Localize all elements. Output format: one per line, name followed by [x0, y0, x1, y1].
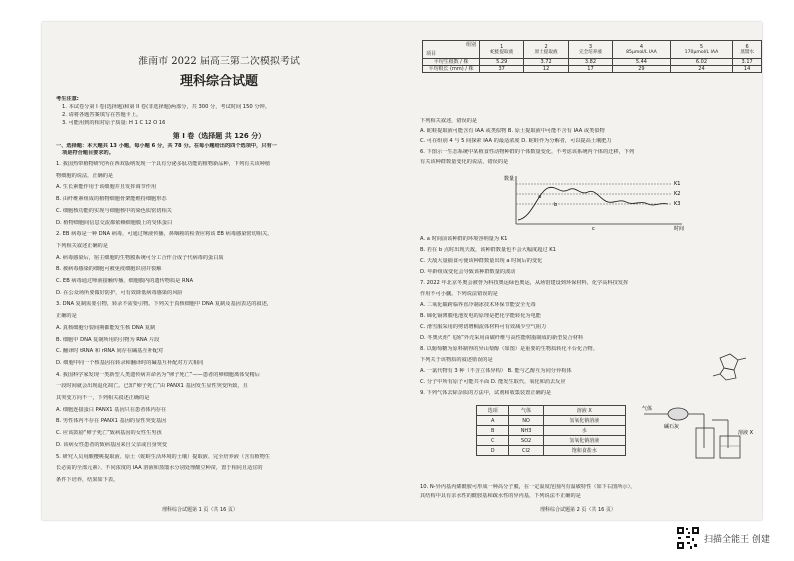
question-line: 5. 研究人员用酸樱桃提取液、原土（蛇蛙生活环境的土壤）提取液、完全培养液（含有植物生 — [56, 453, 271, 460]
question-line: B. 被病毒感染的细胞可被免疫细胞识别并裂解 — [56, 266, 162, 273]
table-cell: NO — [509, 416, 543, 426]
graph-y-label: 数量 — [504, 176, 515, 182]
question-line: A. a 时间前该种群的环境容纳量为 K1 — [420, 236, 508, 242]
gas-table-header: 选项 — [477, 406, 509, 416]
question-line: 4. 我国科学家发现一类新型人类遗传病并命名为“卵子死亡”——患者的卵细胞离体受精后 — [56, 371, 260, 378]
table-cell: SO2 — [509, 436, 543, 446]
absorber-beaker — [720, 436, 740, 458]
question-line: C. 可在组别 4 与 5 间探索 IAA 的最适浓度 D. 蛇蛙作为分解者，可以提高土壤肥力 — [420, 138, 612, 145]
population-curve — [518, 187, 668, 220]
note-line: 2. 请将各题答案填写在答题卡上。 — [62, 112, 142, 118]
table-cell: 氢氧化钠溶液 — [543, 436, 625, 446]
table-cell: 5.44 — [613, 59, 671, 66]
question-line: 其突变方向不一，下列相关叙述正确的是 — [56, 395, 150, 401]
watermark-text: 扫描全能王 创建 — [704, 535, 770, 545]
collection-bottle — [696, 428, 714, 458]
table-cell: C — [477, 436, 509, 446]
question-line: B. 男性体内不存在 PANX1 基因的显性突变基因 — [56, 418, 167, 425]
question-line: A. 蛇蛙提取液可能含有 IAA 或类似物 B. 原土提取液中可能不含有 IAA 或类似物 — [420, 128, 605, 135]
footer-right: 理科综合试题第 2 页（共 16 页） — [540, 507, 616, 513]
question-line: B. 由纤维素组成的植物细胞骨架能维持细胞形态 — [56, 196, 167, 203]
section-intro-2: 项是符合题目要求的。 — [62, 150, 114, 156]
population-graph — [502, 172, 692, 232]
table-cell: 24 — [670, 66, 733, 73]
table-cell: 12 — [524, 66, 568, 73]
question-line: 正确的是 — [56, 313, 77, 320]
question-line: 3. DNA 复制需要引物，转录不需要引物。下列关于真核细胞中 DNA 复制及基因表达的叙述， — [56, 301, 272, 308]
question-line: 作用不可小觑。下列说法错误的是 — [420, 291, 498, 297]
gas-table-header: 溶液 X — [543, 406, 625, 416]
table-cell: 14 — [733, 66, 762, 73]
exam-title: 淮南市 2022 届高三第二次模拟考试 — [138, 56, 300, 67]
table-cell: 29 — [613, 66, 671, 73]
subject-title: 理科综合试题 — [179, 74, 258, 89]
table-cell: 水 — [543, 426, 625, 436]
table-column-header: 6 蒸馏水 — [733, 41, 762, 59]
question-line: 条件下培养，结果如下表。 — [56, 476, 119, 483]
table-cell: 饱和食盐水 — [543, 446, 625, 456]
table-column-header: 3 完全培养液 — [568, 41, 612, 59]
question-line: D. 冬奥火炬“飞扬”外壳采用由碳纤维与高性能树脂制成的新型复合材料 — [420, 335, 584, 341]
row-label: 平均根长 (mm) / 株 — [423, 66, 480, 73]
table-row — [477, 426, 626, 436]
isosorbide-structure-icon — [710, 352, 754, 382]
k3-label: K3 — [674, 201, 681, 207]
row-label: 平均生根数 / 株 — [423, 59, 480, 66]
point-b-label: b — [554, 202, 558, 208]
question-line: C. 应该鼓励“卵子死亡”致病基因的女性生男孩 — [56, 430, 162, 437]
note-line: 1. 本试卷分第 I 卷(选择题)和第 II 卷(非选择题)两部分，共 300 分，考试时间 150 分钟。 — [62, 104, 270, 110]
question-line: 下列相关叙述，错误的是 — [420, 118, 478, 124]
table-cell: 17 — [568, 66, 612, 73]
question-line: C. 翻译时 tRNA 和 rRNA 间存在碱基互补配对 — [56, 348, 164, 355]
question-line: 下列关于该物质的叙述错误的是 — [420, 357, 493, 363]
table-cell: D — [477, 446, 509, 456]
question-line: 长必需的全部元素）、不同浓度的 IAA 溶液和蒸馏水分别处理酸豆种苗，置于相同且适宜的 — [56, 465, 263, 472]
left-page — [42, 22, 396, 520]
question-line: A. 真核细胞分裂间期都能发生核 DNA 复制 — [56, 324, 156, 331]
table-row — [477, 416, 626, 426]
table-column-header: 5 170μmol/L IAA — [670, 41, 733, 59]
question-line: 1. 我国热带植物研究所在西双版纳发现一个具有分泌多肽功能的植物新品种，下列有关该种植 — [56, 161, 271, 167]
drying-tube — [668, 408, 688, 420]
table-cell: B — [477, 426, 509, 436]
question-line: 有关该种群数量变化的说法，错误的是 — [420, 158, 509, 165]
table-cell: 5.29 — [480, 59, 524, 66]
gas-label: 气体 — [642, 406, 653, 412]
question-line: B. 细胞中 DNA 复制所用的引物为 RNA 片段 — [56, 336, 160, 343]
table-corner: 组别 项目 — [423, 41, 480, 59]
table-row — [423, 59, 762, 66]
question-line: 9. 下列气体去除杂质的方法中，试剂和收集装置正确的是 — [420, 390, 552, 396]
question-line: D. 细胞中同一个核基因在转录和翻译时的碱基互补配对方式相同 — [56, 359, 204, 366]
question-line: C. 滑雪服采用的剪切增稠流体材料可有效减少空气阻力 — [420, 324, 547, 330]
question-line: A. 一氯代物有 3 种（不含立体异构） B. 能与乙醇互为同分异构体 — [420, 368, 572, 374]
table-cell: 3.17 — [733, 59, 762, 66]
table-column-header: 2 原土提取液 — [524, 41, 568, 59]
gas-apparatus — [638, 400, 756, 464]
table-row — [423, 66, 762, 73]
table-row — [477, 446, 626, 456]
table-row — [477, 436, 626, 446]
question-line: B. 碲化镉薄膜电池发电的原理是把化学能转化为电能 — [420, 313, 541, 319]
question-line: B. 若在 b 点时出现天敌，该种群数量也不会大幅度超过 K1 — [420, 247, 556, 253]
right-page — [410, 22, 762, 520]
question-line: 一段时间就会出现退化凋亡。已知“卵子死亡”由 PANX1 基因发生显性突变所致，且 — [56, 383, 248, 390]
graph-x-label: 时间 — [674, 226, 685, 232]
question-line: C. EB 病毒通过唾液接触传播，细胞膜内的遗传物质是 RNA — [56, 278, 194, 284]
question-line: 10. N-异丙基丙烯酰胺可形成一种高分子膜，在一定温度范围内有温敏特性（如下右图所示）， — [420, 484, 636, 490]
table-cell: A — [477, 416, 509, 426]
section-title: 第 I 卷（选择题 共 126 分） — [172, 132, 266, 140]
footer-left: 理科综合试题第 1 页（共 16 页） — [162, 507, 238, 513]
point-c-label: c — [592, 226, 595, 232]
table-column-header: 1 蛇蛙提取液 — [480, 41, 524, 59]
table-cell: 3.72 — [524, 59, 568, 66]
question-line: C. 天敌大量捕食可使该种群数量出现 a 时间后的变化 — [420, 258, 543, 264]
question-line: 物细胞的说法，正确的是 — [56, 172, 114, 179]
question-line: D. 该病女性患者的致病基因来自父亲或自身突变 — [56, 441, 168, 448]
table-column-header: 4 85μmol/L IAA — [613, 41, 671, 59]
k2-label: K2 — [674, 191, 681, 197]
notes-heading: 考生注意: — [56, 96, 79, 102]
table-cell: Cl2 — [509, 446, 543, 456]
question-line: 7. 2022 年北京冬奥会被誉为科技奥运绿色奥运，从场馆建设到环保材料，化学高科技发挥 — [420, 280, 629, 286]
question-line: A. 生长素能作用于该细胞并且发挥调节作用 — [56, 184, 157, 191]
question-line: A. 细胞连接蛋白 PANX1 基因只在患者体内存在 — [56, 406, 167, 413]
desiccant-label: 碱石灰 — [664, 424, 680, 430]
k1-label: K1 — [674, 181, 681, 187]
table-cell: 氢氧化钠溶液 — [543, 416, 625, 426]
question-line: C. 细胞核功能的实现与细胞核中的染色质密切相关 — [56, 207, 172, 214]
question-line: A. 病毒感染后，宿主细胞的生物膜系统可分工合作合成子代病毒的蛋白质 — [56, 254, 224, 261]
solution-label: 溶液 X — [738, 430, 754, 436]
question-line: A. 二氧化碳跨临界直冷制冰技术环保节能安全无毒 — [420, 302, 536, 308]
results-table — [422, 40, 762, 73]
question-line: D. 植物细胞间信息交流都依赖细胞膜上的受体蛋白 — [56, 219, 173, 226]
exam-sheet — [42, 22, 762, 520]
table-cell: 6.02 — [670, 59, 733, 66]
question-line: 6. 下图示一生态系统中某植食性动物种群的个体数量变化，不考虑该系统内个体的迁移，下列 — [420, 148, 635, 155]
gas-table — [476, 405, 626, 456]
point-a-label: a — [538, 194, 542, 200]
table-cell: NH3 — [509, 426, 543, 436]
section-intro-1: 一、选择题：本大题共 13 小题，每小题 6 分，共 78 分。在每小题给出的四个选项中，只有一 — [56, 143, 277, 149]
scanner-watermark — [676, 526, 794, 552]
question-line: 8. 以葡萄糖为原料制得的异山梨醇（如图）是重要的生物质转化平台化合物。 — [420, 346, 598, 352]
qr-code-icon — [676, 526, 700, 550]
gas-table-header: 气体 — [509, 406, 543, 416]
question-line: 下列相关叙述正确的是 — [56, 242, 108, 249]
table-cell: 37 — [480, 66, 524, 73]
question-line: C. 分子中所有原子可能共平面 D. 能发生取代、氧化和消去反应 — [420, 379, 566, 385]
note-line: 3. 可能用到的相对原子质量: H 1 C 12 O 16 — [62, 120, 166, 126]
question-line: 2. EB 病毒是一种 DNA 病毒，可通过唾液传播，鼻咽癌的检查应将该 EB 病毒感染密切相关。 — [56, 231, 273, 238]
question-line: 其结构中具有亲水性的酰胺基和疏水性的异丙基，下列说法不正确的是 — [420, 493, 581, 499]
question-line: D. 在公众场所要做好防护，可有效降低病毒感染的风险 — [56, 289, 183, 296]
table-cell: 3.82 — [568, 59, 612, 66]
question-line: D. 年龄组成变化会导致该种群数量的波动 — [420, 269, 516, 275]
